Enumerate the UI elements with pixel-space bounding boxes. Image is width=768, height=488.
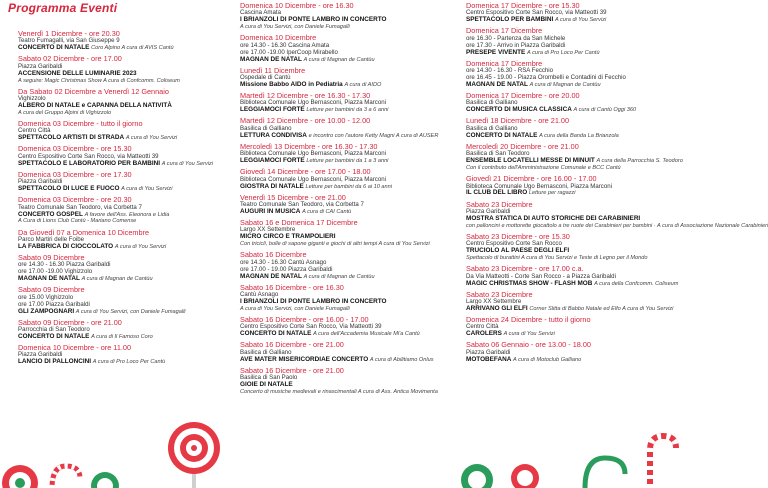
event-note: A seguire: Magic Christmas Show A cura di Confcomm. Coliseum [18,77,180,84]
event-location: Ospedale di Cantù [240,74,291,82]
event-note: A cura di You Servizi, con Daniele Fumagalli [240,305,350,312]
event-organizer: A favore dell'Ass. Eleonora e Lidia [84,211,170,218]
event-organizer: A cura di Magnan de Cantùu [303,56,375,63]
event-location: Biblioteca Comunale Ugo Bernasconi, Piazza Marconi [240,99,386,107]
event-note: con palloncini e mottorette giocattolo a tre ruote dei Carabinieri per bambini · A cura di Associazione Nazionale Carabinieri [466,222,768,229]
event-date: Lunedì 11 Dicembre [240,65,306,75]
event-note: Con tricicli, bolle di sapone giganti e giochi di altri tempi A cura di You Servizi [240,241,430,248]
event-date: Domenica 10 Dicembre - ore 16.30 [240,1,354,10]
event-date: Sabato 09 Dicembre - ore 21.00 [18,317,122,327]
events-column-3 [466,1,768,367]
event-location: Da Via Matteotti - Corte San Rocco - a Piazza Garibaldi [466,272,616,280]
event-date: Sabato 16 Dicembre - ore 21.00 [240,365,344,375]
event-title: LEGGIAMOCI FORTE [240,106,305,114]
event-organizer: A cura della Parrocchia S. Teodoro [596,158,683,165]
event-item [18,319,233,341]
event-item [18,229,233,251]
event-title: ACCENSIONE DELLE LUMINARIE 2023 [18,69,137,77]
event-note: Concerto di musiche medievali e rinascimentali A cura di Ass. Antica Movimenta [240,389,438,396]
event-organizer: A cura di CAI Cantù [302,208,352,215]
candy-decoration-left [0,438,120,488]
event-location: Cantù Asnago [240,291,279,299]
event-organizer: A cura di Magnan de Cantùu [303,273,375,280]
event-date: Sabato 16 Dicembre - ore 16.00 - 17.00 [240,315,369,324]
event-title: LA FABBRICA DI CIOCCOLATO [18,242,114,250]
event-organizer: Corner Slitta di Babbo Natale ed Elfo A cura di You Servizi [529,305,674,312]
event-item [240,284,455,313]
event-title: MAGNAN DE NATAL [240,272,302,280]
event-date: Domenica 17 Dicembre - ore 15.30 [466,1,580,10]
event-date: Sabato 23 Dicembre - ore 17.00 c.a. [466,264,584,274]
event-item [240,251,455,280]
event-title: MOTOBEFANA [466,355,512,363]
event-date: Domenica 17 Dicembre [466,26,543,36]
event-item [18,120,233,142]
event-title: AUGURI IN MUSICA [240,207,301,215]
event-organizer: A cura di Cantù Oggi 360 [573,107,637,114]
event-title: SPETTACOLO DI LUCE E FUOCO [18,185,120,193]
event-note: A cura del Gruppo Alpini di Vighizzolo [18,109,112,116]
event-title: SPETTACOLO E LABORATORIO PER BAMBINI [18,159,161,167]
event-location: Biblioteca Comunale Ugo Bernasconi, Piazza Marconi [240,150,386,158]
event-location: Basilica di Galliano [466,99,518,107]
event-title: MAGIC CHRISTMAS SHOW - FLASH MOB [466,279,593,287]
event-title: PRESEPE VIVENTE [466,48,526,56]
event-location: Vighizzolo [18,95,46,103]
event-location: Basilica di Galliano [240,348,292,356]
event-location: Teatro Comunale San Teodoro, via Corbetta 7 [240,201,364,209]
event-organizer: e incontro con l'autore Ketty Magni A cura di AUSER [308,132,439,139]
event-location: Piazza Garibaldi [18,178,63,186]
event-item [466,92,681,114]
event-organizer: A cura di Pro Loco Per Cantù [92,359,166,366]
event-organizer: Letture per bambini da 1 a 3 anni [306,158,389,165]
event-location: Parco Martiri delle Foibe [18,235,85,243]
event-location: Centro Città [18,127,51,135]
lollipop-decoration [150,418,240,488]
event-organizer: A cura di You Servizi, con Daniele Fumagalli [75,308,186,315]
event-item [240,367,455,396]
event-title: AVE MATER MISERICORDIAE CONCERTO [240,355,369,363]
event-item [240,194,455,216]
event-date: Sabato 06 Gennaio - ore 13.00 - 18.00 [466,340,591,350]
event-title: CONCERTO DI MUSICA CLASSICA [466,106,572,114]
event-item [240,67,455,89]
event-organizer: A cura di Il Famoso Coro [91,333,153,340]
event-date: Sabato 23 Dicembre [466,289,533,299]
event-location: Centro Città [466,323,499,331]
event-location: ore 14.30 - 16.30 Piazza Garibaldi [18,261,111,269]
event-title: ARRIVANO GLI ELFI [466,304,528,312]
event-title: GLI ZAMPOGNARI [18,307,75,315]
event-location: Piazza Garibaldi [18,351,63,359]
event-organizer: A cura di Magnan de Cantùu [529,81,601,88]
event-date: Venerdì 15 Dicembre - ore 21.00 [240,192,346,202]
event-item [240,219,455,248]
event-item [240,316,455,338]
event-date: Martedì 12 Dicembre - ore 10.00 - 12.00 [240,116,371,126]
event-date: Sabato 09 Dicembre [18,285,85,295]
page-title: Programma Eventi [8,1,118,15]
event-item [18,286,233,315]
event-item [240,2,455,31]
event-location: Largo XX Settembre [240,226,296,234]
event-item [240,143,455,165]
event-location: Basilica di San Teodoro [466,150,530,158]
event-item [466,199,768,230]
event-date: Domenica 03 Dicembre - ore 20.30 [18,195,132,205]
event-note: A cura di You Servizi, con Daniele Fumagalli [240,24,350,31]
event-organizer: A cura di You Servizi [554,17,607,24]
event-note: A Cura di Lions Club Cantù - Mariano Comense [18,218,137,225]
event-date: Domenica 03 Dicembre - ore 17.30 [18,169,132,179]
event-date: Domenica 17 Dicembre - ore 20.00 [466,91,580,101]
event-organizer: Coro Alpino A cura di AVIS Cantù [91,45,174,52]
event-date: Da Giovedì 07 a Domenica 10 Dicembre [18,227,150,237]
event-title: CAROLERS [466,330,502,338]
events-column-2 [240,2,455,399]
event-location: Centro Espositivo Corte San Rocco, Via Matteotti 39 [240,323,382,331]
event-organizer: A cura di You Servizi [121,186,173,193]
event-item [466,27,681,56]
event-location: Basilica di Galliano [466,124,518,132]
event-item [240,92,455,114]
events-column-1 [18,30,233,369]
event-item [466,291,681,313]
event-date: Domenica 03 Dicembre - tutto il giorno [18,119,143,129]
event-item [240,117,455,139]
event-item [466,233,681,262]
event-item [18,171,233,193]
event-organizer: A cura di Magnan de Cantùu [81,276,153,283]
event-date: Sabato 16 Dicembre - ore 21.00 [240,340,344,350]
event-location: Piazza Garibaldi [466,207,511,215]
event-date: Lunedì 18 Dicembre - ore 21.00 [466,116,570,126]
event-title: CONCERTO DI NATALE [18,332,90,340]
event-item [466,143,681,172]
event-title: SPETTACOLO PER BAMBINI [466,16,554,24]
event-date: Da Sabato 02 Dicembre a Venerdì 12 Gennaio [18,86,169,96]
event-title: MAGNAN DE NATAL [466,80,528,88]
event-date: Sabato 16 e Domenica 17 Dicembre [240,218,358,228]
event-title: MAGNAN DE NATAL [240,55,302,63]
event-location: ore 17.00 -19.00 IperCoop Mirabello [240,48,338,56]
event-item [240,34,455,63]
event-item [18,30,233,52]
event-date: Mercoledì 20 Dicembre - ore 21.00 [466,141,579,151]
event-title: MOSTRA STATICA DI AUTO STORICHE DEI CARABINIERI [466,214,641,222]
event-title: ENSEMBLE LOCATELLI MESSE DI MINUIT [466,157,595,165]
event-date: Domenica 10 Dicembre [240,33,317,43]
event-organizer: A cura dell'Accademia Musicale Mi'a Cantù [313,331,420,338]
event-organizer: A cura di Motoclub Galliano [513,356,582,363]
event-location: Cascina Amata [240,9,281,17]
event-item [466,175,681,197]
event-item [466,265,681,287]
event-date: Giovedì 21 Dicembre - ore 16.00 - 17.00 [466,174,597,184]
event-title: LEGGIAMOCI FORTE [240,157,305,165]
event-date: Sabato 16 Dicembre [240,250,307,260]
event-location: Basilica di Galliano [240,124,292,132]
event-location: ore 17.00 -19.00 Vighizzolo [18,268,93,276]
event-organizer: A cura di You Servizi [161,160,214,167]
event-location: ore 14.30 - 16.30 Cantù Asnago [240,258,327,266]
event-item [18,196,233,225]
event-location: Centro Espositivo Corte San Rocco [466,240,562,248]
event-item [18,254,233,283]
event-organizer: Letture per bambini da 3 a 6 anni [306,107,389,114]
candy-decoration-right [455,428,680,488]
event-title: MAGNAN DE NATAL [18,275,80,283]
event-location: Largo XX Settembre [466,298,522,305]
event-title: LETTURA CONDIVISA [240,131,307,139]
event-title: Missione Babbo AIDO in Pediatria [240,80,343,88]
event-organizer: A cura di AIDO [344,81,382,88]
event-location: Centro Espositivo Corte San Rocco, via Matteotti 39 [466,9,607,17]
event-item [18,344,233,366]
event-item [240,168,455,190]
event-location: Teatro Comunale San Teodoro, via Corbetta 7 [18,203,142,211]
event-location: Basilica di San Paolo [240,374,298,382]
event-organizer: A cura di You Servizi [125,135,178,142]
event-organizer: A cura della Confcomm. Coliseum [594,280,679,287]
event-organizer: A cura della Banda La Brianzola [539,132,619,139]
event-title: I BRIANZOLI DI PONTE LAMBRO IN CONCERTO [240,16,387,24]
event-item [466,2,681,24]
event-organizer: Letture per bambini da 6 ai 10 anni [305,183,392,190]
event-date: Martedì 12 Dicembre - ore 16.30 - 17.30 [240,91,371,101]
event-date: Sabato 09 Dicembre [18,252,85,262]
event-item [18,88,233,117]
event-title: TRUCIOLO AL PAESE DEGLI ELFI [466,247,570,255]
event-location: ore 17.00 Piazza Garibaldi [18,300,90,308]
event-location: ore 17.30 - Arrivo in Piazza Garibaldi [466,41,566,49]
event-location: Centro Espositivo Corte San Rocco, via Matteotti 39 [18,152,159,160]
event-item [466,60,681,89]
event-title: LANCIO DI PALLONCINI [18,358,92,366]
event-title: CONCERTO DI NATALE [18,44,90,52]
event-date: Sabato 16 Dicembre - ore 16.30 [240,282,344,292]
event-organizer: A cura di Abilitiamo Onlus [369,356,434,363]
event-location: ore 14.30 - 16.30 - RSA Fecchio [466,67,554,75]
event-location: ore 15.00 Vighizzolo [18,293,74,301]
event-item [18,55,233,84]
event-organizer: A cura di You Servizi [503,331,555,338]
event-title: GIOSTRA DI NATALE [240,182,304,190]
event-item [240,341,455,363]
event-date: Domenica 24 Dicembre - tutto il giorno [466,315,591,324]
event-item [466,117,681,139]
event-item [466,316,681,338]
event-note: Con il contributo dell'Amministrazione Comunale e BCC Cantù [466,165,621,172]
event-title: GIOIE DI NATALE [240,381,293,389]
event-organizer: Letture per ragazzi [528,190,576,197]
event-date: Sabato 23 Dicembre - ore 15.30 [466,231,570,241]
event-title: CONCERTO GOSPEL [18,210,83,218]
event-organizer: A cura di You Servizi [114,243,167,250]
event-location: Biblioteca Comunale Ugo Bernasconi, Piazza Marconi [466,182,612,190]
event-title: CONCERTO DI NATALE [240,330,312,338]
event-title: MICRO CIRCO E TRAMPOLIERI [240,233,336,241]
event-location: ore 17.00 - 19.00 Piazza Garibaldi [240,265,333,273]
event-location: Biblioteca Comunale Ugo Bernasconi, Piazza Marconi [240,175,386,183]
event-date: Domenica 17 Dicembre [466,58,543,68]
event-title: I BRIANZOLI DI PONTE LAMBRO IN CONCERTO [240,298,387,305]
event-location: Parrocchia di San Teodoro [18,326,90,333]
event-date: Sabato 23 Dicembre [466,199,533,209]
event-location: Piazza Garibaldi [18,62,63,70]
event-title: CONCERTO DI NATALE [466,131,538,139]
event-date: Giovedì 14 Dicembre - ore 17.00 - 18.00 [240,167,371,177]
event-title: ALBERO DI NATALE e CAPANNA DELLA NATIVITÀ [18,102,172,110]
event-date: Sabato 02 Dicembre - ore 17.00 [18,54,122,64]
event-note: Spettacolo di burattini A cura di You Servizi e Teste di Legno per il Mondo [466,255,648,262]
event-title: SPETTACOLO ARTISTI DI STRADA [18,134,125,142]
event-title: IL CLUB DEL LIBRO [466,189,528,197]
event-item [466,341,681,363]
event-location: ore 16.45 - 19.00 - Piazza Orombelli e Contadini di Fecchio [466,74,626,82]
event-organizer: A cura di Pro Loco Per Cantù [527,49,600,56]
event-location: ore 14.30 - 16.30 Cascina Amata [240,41,330,49]
event-location: Teatro Fumagalli, via San Giuseppe 9 [18,37,120,45]
event-date: Domenica 03 Dicembre - ore 15.30 [18,144,132,154]
event-date: Mercoledì 13 Dicembre - ore 16.30 - 17.30 [240,141,378,151]
event-location: ore 16.30 - Partenza da San Michele [466,34,566,42]
event-date: Venerdì 1 Dicembre - ore 20.30 [18,29,120,38]
event-item [18,145,233,167]
event-location: Piazza Garibaldi [466,348,511,356]
event-date: Domenica 10 Dicembre - ore 11.00 [18,343,132,352]
